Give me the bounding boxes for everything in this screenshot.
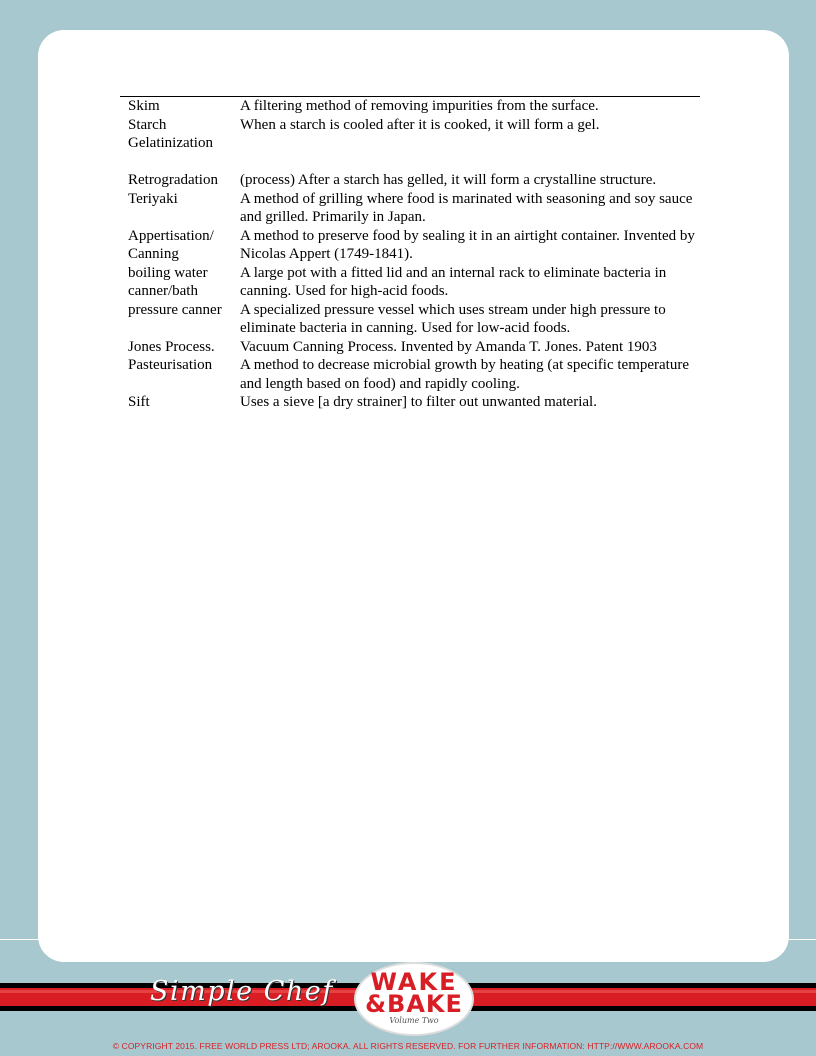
glossary-definition: A method to decrease microbial growth by heating (at specific temperature and length based on food) and rapidly cooling.: [240, 357, 689, 392]
brand-wordmark: Simple Chef: [150, 976, 334, 1007]
glossary-definition: Vacuum Canning Process. Invented by Amanda T. Jones. Patent 1903: [240, 338, 657, 355]
glossary-term: Appertisation/ Canning: [128, 227, 214, 262]
logo-text-volume: Volume Two: [389, 1016, 439, 1025]
glossary-entry: [120, 97, 700, 116]
logo-text-middle: &BAKE: [365, 990, 463, 1018]
glossary-entry: [120, 301, 700, 338]
glossary-term: Sift: [128, 394, 150, 410]
divider-line: [0, 939, 38, 940]
glossary-term: pressure canner: [128, 301, 222, 318]
glossary-definition: A method to preserve food by sealing it in an airtight container. Invented by Nicolas Appert (1749-1841).: [240, 227, 695, 262]
glossary-entry: [120, 356, 700, 393]
glossary-entry: [120, 264, 700, 301]
glossary-definition: A filtering method of removing impurities from the surface.: [240, 98, 599, 114]
divider-line: [789, 939, 816, 940]
glossary-term: Teriyaki: [128, 190, 178, 207]
glossary-term: Pasteurisation: [128, 357, 213, 373]
logo-text-top: WAKE: [370, 968, 458, 996]
glossary-term: boiling water canner/bath: [128, 264, 208, 299]
glossary-table: [120, 96, 700, 412]
glossary-term: Retrogradation: [128, 172, 218, 188]
glossary-term: Jones Process.: [128, 338, 215, 355]
glossary-definition: Uses a sieve [a dry strainer] to filter out unwanted material.: [240, 394, 597, 410]
glossary-definition: A specialized pressure vessel which uses stream under high pressure to eliminate bacteria in canning. Used for low-acid foods.: [240, 301, 666, 336]
glossary-entry: [120, 338, 700, 357]
glossary-entry: [120, 393, 700, 412]
glossary-definition: A large pot with a fitted lid and an internal rack to eliminate bacteria in canning. Used for high-acid foods.: [240, 264, 667, 299]
glossary-definition: A method of grilling where food is marinated with seasoning and soy sauce and grilled. Primarily in Japan.: [240, 190, 693, 225]
glossary-definition: When a starch is cooled after it is cooked, it will form a gel.: [240, 116, 600, 133]
glossary-definition: (process) After a starch has gelled, it will form a crystalline structure.: [240, 172, 657, 188]
wake-and-bake-logo: [354, 962, 474, 1036]
glossary-term: Skim: [128, 98, 160, 114]
glossary-entry: [120, 190, 700, 227]
glossary-entry: [120, 116, 700, 153]
glossary-entry: [120, 227, 700, 264]
copyright-notice: © COPYRIGHT 2015. FREE WORLD PRESS LTD; AROOKA. ALL RIGHTS RESERVED. FOR FURTHER INFORMATION: HTTP://WWW.AROOKA.COM: [112, 1041, 704, 1051]
glossary-entry: [120, 171, 700, 190]
glossary-term: Starch Gelatinization: [128, 116, 213, 151]
